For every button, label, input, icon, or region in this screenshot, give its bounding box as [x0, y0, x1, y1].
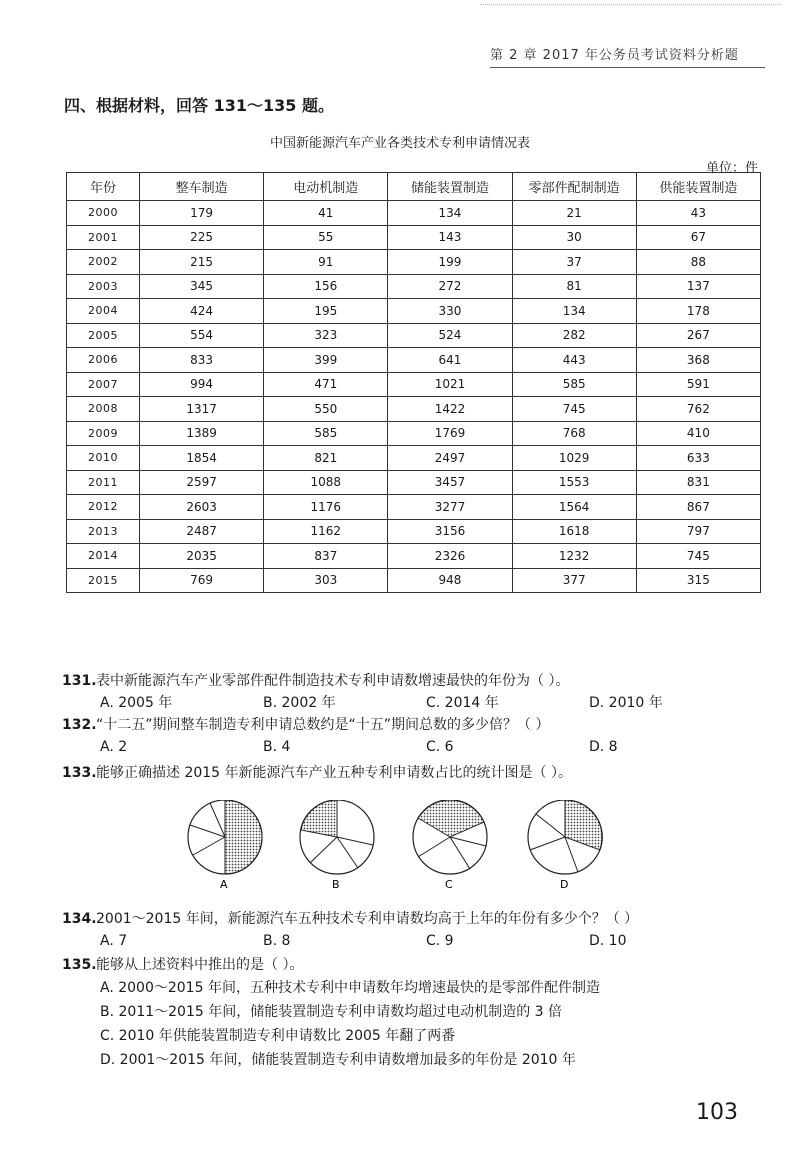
option-d[interactable]: D. 2010 年 [589, 695, 663, 711]
value-cell: 3156 [388, 519, 512, 544]
table-body [67, 201, 761, 593]
value-cell: 2597 [140, 470, 264, 495]
value-cell: 267 [636, 323, 760, 348]
value-cell: 399 [264, 348, 388, 373]
table-row [67, 495, 761, 520]
value-cell: 633 [636, 446, 760, 471]
value-cell: 1029 [512, 446, 636, 471]
option-b[interactable]: B. 4 [263, 739, 291, 755]
year-cell: 2013 [67, 519, 140, 544]
option-c[interactable]: C. 2014 年 [426, 695, 499, 711]
col-header-supply: 供能装置制造 [636, 173, 760, 201]
option-a[interactable]: A. 7 [100, 933, 128, 949]
value-cell: 1389 [140, 421, 264, 446]
pie-a[interactable] [188, 800, 262, 890]
value-cell: 550 [264, 397, 388, 422]
table-header-row [67, 173, 761, 201]
value-cell: 156 [264, 274, 388, 299]
year-cell: 2002 [67, 250, 140, 275]
statements-135 [62, 976, 762, 1072]
value-cell: 134 [388, 201, 512, 226]
value-cell: 368 [636, 348, 760, 373]
value-cell: 37 [512, 250, 636, 275]
value-cell: 1317 [140, 397, 264, 422]
value-cell: 2497 [388, 446, 512, 471]
year-cell: 2003 [67, 274, 140, 299]
value-cell: 21 [512, 201, 636, 226]
value-cell: 88 [636, 250, 760, 275]
table-row [67, 274, 761, 299]
value-cell: 1553 [512, 470, 636, 495]
question-number: 134. [62, 911, 97, 927]
year-cell: 2014 [67, 544, 140, 569]
value-cell: 199 [388, 250, 512, 275]
value-cell: 1176 [264, 495, 388, 520]
value-cell: 443 [512, 348, 636, 373]
value-cell: 30 [512, 225, 636, 250]
statement-c[interactable]: C. 2010 年供能装置制造专利申请数比 2005 年翻了两番 [100, 1028, 456, 1044]
value-cell: 745 [636, 544, 760, 569]
value-cell: 67 [636, 225, 760, 250]
value-cell: 867 [636, 495, 760, 520]
value-cell: 1564 [512, 495, 636, 520]
value-cell: 178 [636, 299, 760, 324]
value-cell: 43 [636, 201, 760, 226]
value-cell: 554 [140, 323, 264, 348]
value-cell: 585 [512, 372, 636, 397]
value-cell: 1021 [388, 372, 512, 397]
question-number: 132. [62, 717, 97, 733]
table-row [67, 421, 761, 446]
question-number: 135. [62, 957, 97, 973]
question-number: 133. [62, 765, 97, 781]
year-cell: 2005 [67, 323, 140, 348]
value-cell: 1232 [512, 544, 636, 569]
col-header-vehicle: 整车制造 [140, 173, 264, 201]
value-cell: 282 [512, 323, 636, 348]
value-cell: 134 [512, 299, 636, 324]
options-131 [62, 692, 762, 714]
value-cell: 585 [264, 421, 388, 446]
value-cell: 2603 [140, 495, 264, 520]
question-135 [62, 954, 762, 976]
running-head: 第 2 章 2017 年公务员考试资料分析题 [490, 44, 765, 68]
value-cell: 1422 [388, 397, 512, 422]
question-text: “十二五”期间整车制造专利申请总数约是“十五”期间总数的多少倍？（ ） [96, 717, 550, 733]
value-cell: 821 [264, 446, 388, 471]
question-134 [62, 908, 762, 930]
table-row [67, 372, 761, 397]
pie-label-b: B [332, 878, 340, 890]
value-cell: 641 [388, 348, 512, 373]
value-cell: 837 [264, 544, 388, 569]
value-cell: 91 [264, 250, 388, 275]
value-cell: 524 [388, 323, 512, 348]
value-cell: 410 [636, 421, 760, 446]
table-row [67, 225, 761, 250]
value-cell: 831 [636, 470, 760, 495]
year-cell: 2010 [67, 446, 140, 471]
section-title: 四、根据材料，回答 131～135 题。 [64, 96, 334, 115]
value-cell: 591 [636, 372, 760, 397]
value-cell: 762 [636, 397, 760, 422]
year-cell: 2012 [67, 495, 140, 520]
year-cell: 2009 [67, 421, 140, 446]
value-cell: 323 [264, 323, 388, 348]
question-number: 131. [62, 673, 97, 689]
table-row [67, 519, 761, 544]
options-134 [62, 930, 762, 952]
pie-label-a: A [220, 878, 228, 890]
value-cell: 330 [388, 299, 512, 324]
value-cell: 424 [140, 299, 264, 324]
table-row [67, 568, 761, 593]
option-d[interactable]: D. 10 [589, 933, 627, 949]
value-cell: 833 [140, 348, 264, 373]
question-132 [62, 714, 762, 736]
value-cell: 143 [388, 225, 512, 250]
question-text: 能够从上述资料中推出的是（ ）。 [96, 957, 304, 973]
option-d[interactable]: D. 8 [589, 739, 618, 755]
statement-d[interactable]: D. 2001～2015 年间，储能装置制造专利申请数增加最多的年份是 2010 年 [100, 1052, 576, 1068]
value-cell: 769 [140, 568, 264, 593]
table-row [67, 470, 761, 495]
value-cell: 797 [636, 519, 760, 544]
year-cell: 2011 [67, 470, 140, 495]
value-cell: 768 [512, 421, 636, 446]
value-cell: 195 [264, 299, 388, 324]
pie-label-c: C [445, 878, 453, 890]
table-row [67, 348, 761, 373]
option-c[interactable]: C. 6 [426, 739, 454, 755]
col-header-parts: 零部件配制制造 [512, 173, 636, 201]
table-row [67, 299, 761, 324]
option-a[interactable]: A. 2 [100, 739, 128, 755]
pie-c[interactable] [413, 800, 487, 890]
year-cell: 2001 [67, 225, 140, 250]
statement-b[interactable]: B. 2011～2015 年间，储能装置制造专利申请数均超过电动机制造的 3 倍 [100, 1004, 563, 1020]
year-cell: 2000 [67, 201, 140, 226]
pie-label-d: D [560, 878, 569, 890]
question-text: 表中新能源汽车产业零部件配件制造技术专利申请数增速最快的年份为（ ）。 [96, 673, 570, 689]
value-cell: 948 [388, 568, 512, 593]
value-cell: 3457 [388, 470, 512, 495]
table-row [67, 397, 761, 422]
year-cell: 2015 [67, 568, 140, 593]
patent-table [66, 172, 761, 593]
value-cell: 1769 [388, 421, 512, 446]
value-cell: 272 [388, 274, 512, 299]
value-cell: 137 [636, 274, 760, 299]
statement-a[interactable]: A. 2000～2015 年间，五种技术专利中申请数年均增速最快的是零部件配件制造 [100, 980, 600, 996]
question-text: 能够正确描述 2015 年新能源汽车产业五种专利申请数占比的统计图是（ ）。 [96, 765, 572, 781]
col-header-year: 年份 [67, 173, 140, 201]
value-cell: 81 [512, 274, 636, 299]
table-row [67, 446, 761, 471]
value-cell: 2326 [388, 544, 512, 569]
option-b[interactable]: B. 8 [263, 933, 291, 949]
value-cell: 41 [264, 201, 388, 226]
value-cell: 55 [264, 225, 388, 250]
table-title: 中国新能源汽车产业各类技术专利申请情况表 [269, 136, 530, 151]
pie-options-figure [180, 800, 620, 890]
question-131 [62, 670, 762, 692]
pie-d[interactable] [528, 800, 602, 890]
value-cell: 745 [512, 397, 636, 422]
page-number: 103 [696, 1100, 738, 1125]
value-cell: 179 [140, 201, 264, 226]
value-cell: 1162 [264, 519, 388, 544]
value-cell: 1618 [512, 519, 636, 544]
options-132 [62, 736, 762, 758]
value-cell: 303 [264, 568, 388, 593]
table-row [67, 250, 761, 275]
value-cell: 215 [140, 250, 264, 275]
value-cell: 1088 [264, 470, 388, 495]
question-text: 2001～2015 年间，新能源汽车五种技术专利申请数均高于上年的年份有多少个？（ ） [96, 911, 639, 927]
value-cell: 1854 [140, 446, 264, 471]
value-cell: 3277 [388, 495, 512, 520]
pie-b[interactable] [300, 800, 374, 890]
option-c[interactable]: C. 9 [426, 933, 454, 949]
value-cell: 2035 [140, 544, 264, 569]
value-cell: 225 [140, 225, 264, 250]
value-cell: 994 [140, 372, 264, 397]
year-cell: 2006 [67, 348, 140, 373]
col-header-motor: 电动机制造 [264, 173, 388, 201]
year-cell: 2008 [67, 397, 140, 422]
year-cell: 2004 [67, 299, 140, 324]
value-cell: 315 [636, 568, 760, 593]
value-cell: 2487 [140, 519, 264, 544]
table-unit: 单位：件 [705, 161, 758, 176]
question-133 [62, 762, 762, 784]
value-cell: 377 [512, 568, 636, 593]
value-cell: 345 [140, 274, 264, 299]
value-cell: 471 [264, 372, 388, 397]
top-dotted-rule [480, 4, 780, 5]
col-header-storage: 储能装置制造 [388, 173, 512, 201]
table-row [67, 323, 761, 348]
option-b[interactable]: B. 2002 年 [263, 695, 336, 711]
option-a[interactable]: A. 2005 年 [100, 695, 173, 711]
year-cell: 2007 [67, 372, 140, 397]
table-row [67, 544, 761, 569]
table-row [67, 201, 761, 226]
